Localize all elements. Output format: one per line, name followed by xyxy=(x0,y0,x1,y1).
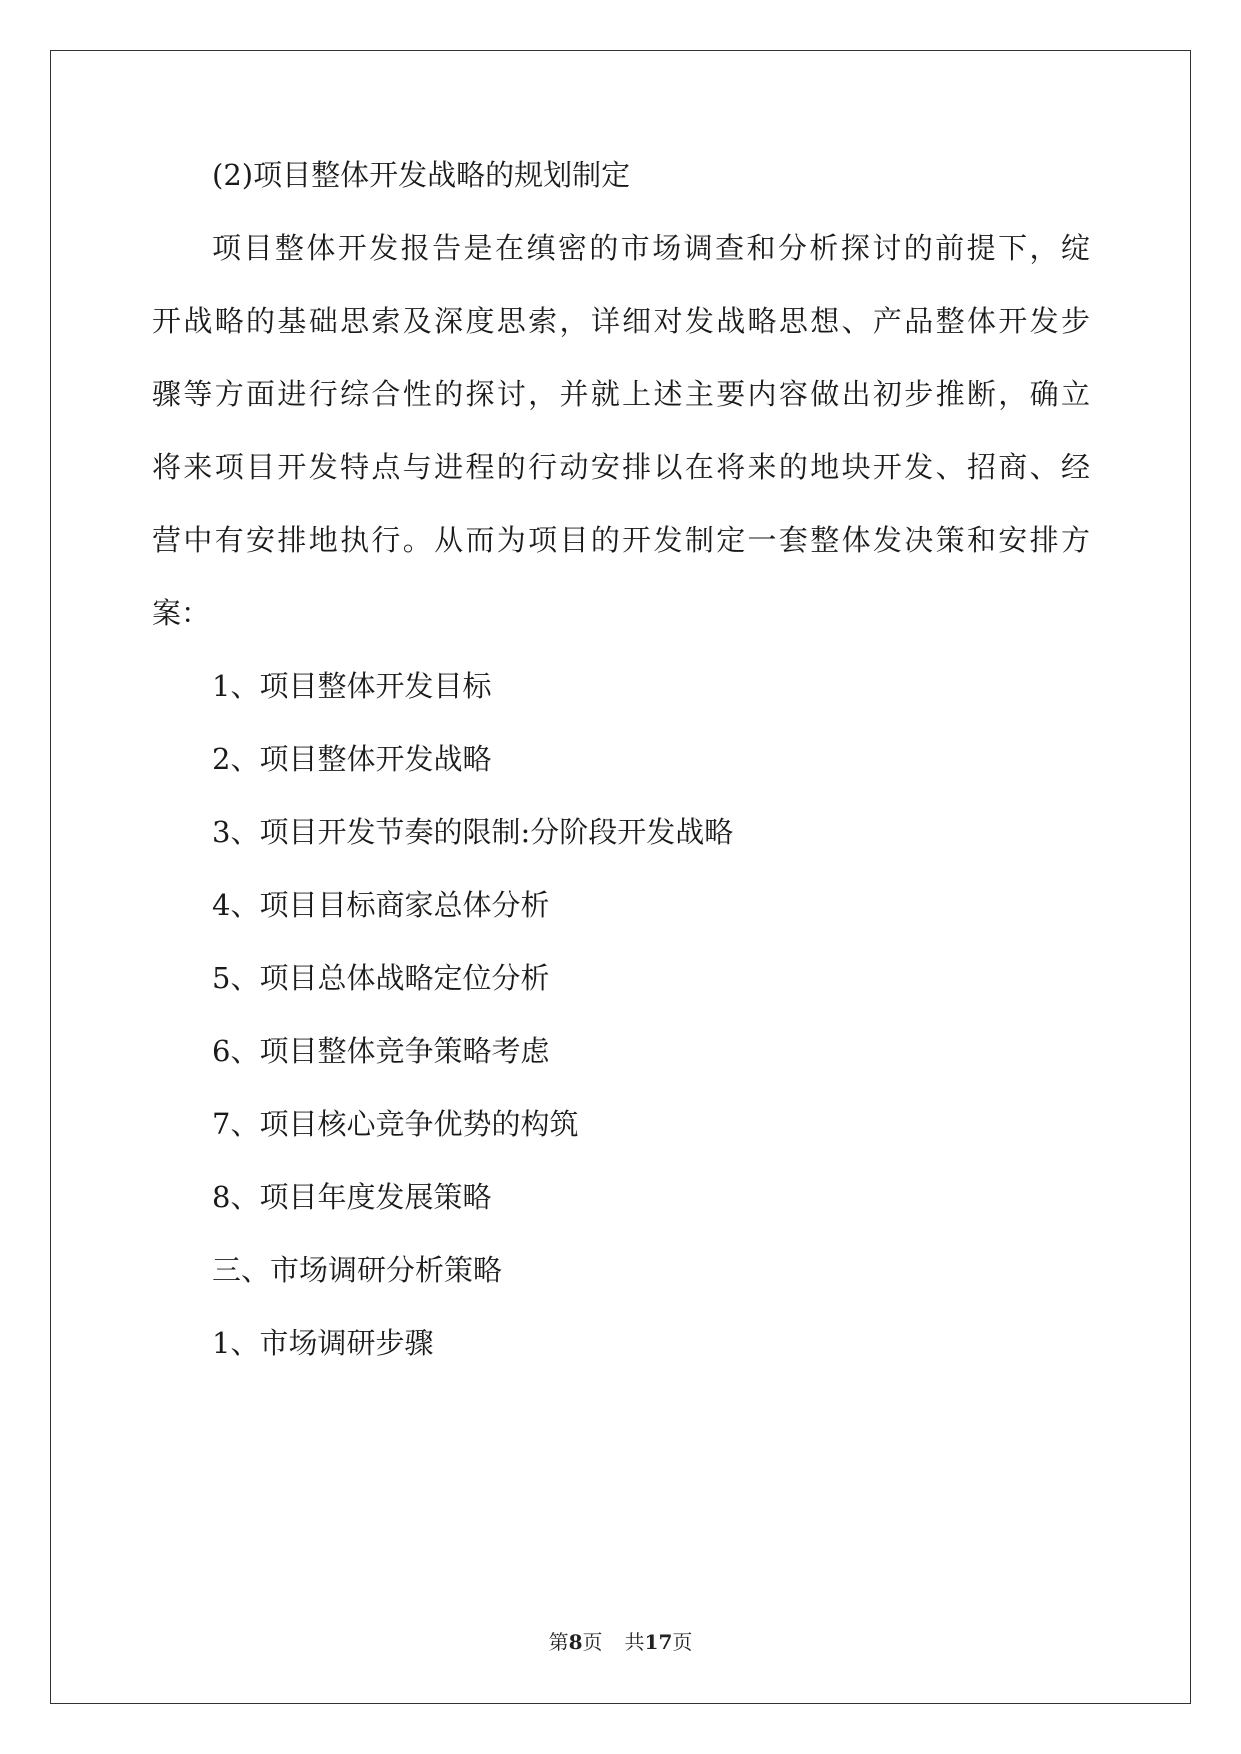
paragraph-line: 开战略的基础思索及深度思索，详细对发战略思想、产品整体开发步 xyxy=(152,304,1090,338)
list-item: 3、项目开发节奏的限制:分阶段开发战略 xyxy=(212,815,734,849)
page-border xyxy=(50,50,1191,1704)
section-heading: (2)项目整体开发战略的规划制定 xyxy=(212,158,631,192)
page-prefix: 第 xyxy=(548,1630,569,1654)
page-footer xyxy=(0,1630,1241,1654)
paragraph-line: 骤等方面进行综合性的探讨，并就上述主要内容做出初步推断，确立 xyxy=(152,377,1090,411)
page-suffix: 页 xyxy=(582,1630,603,1654)
total-prefix: 共 xyxy=(624,1630,645,1654)
list-item: 4、项目目标商家总体分析 xyxy=(212,888,550,922)
list-item: 8、项目年度发展策略 xyxy=(212,1180,492,1214)
sub-item: 1、市场调研步骤 xyxy=(212,1326,434,1360)
section-title: 三、市场调研分析策略 xyxy=(212,1253,503,1287)
total-suffix: 页 xyxy=(672,1630,693,1654)
paragraph-line: 将来项目开发特点与进程的行动安排以在将来的地块开发、招商、经 xyxy=(152,450,1090,484)
paragraph-line: 案： xyxy=(152,596,211,630)
list-item: 5、项目总体战略定位分析 xyxy=(212,961,550,995)
paragraph-line: 项目整体开发报告是在缜密的市场调查和分析探讨的前提下，绽 xyxy=(212,231,1090,265)
page-number: 8 xyxy=(568,1630,583,1654)
paragraph-line: 营中有安排地执行。从而为项目的开发制定一套整体发决策和安排方 xyxy=(152,523,1090,557)
list-item: 1、项目整体开发目标 xyxy=(212,669,492,703)
list-item: 2、项目整体开发战略 xyxy=(212,742,492,776)
list-item: 7、项目核心竞争优势的构筑 xyxy=(212,1107,579,1141)
total-pages: 17 xyxy=(644,1630,673,1654)
list-item: 6、项目整体竞争策略考虑 xyxy=(212,1034,550,1068)
